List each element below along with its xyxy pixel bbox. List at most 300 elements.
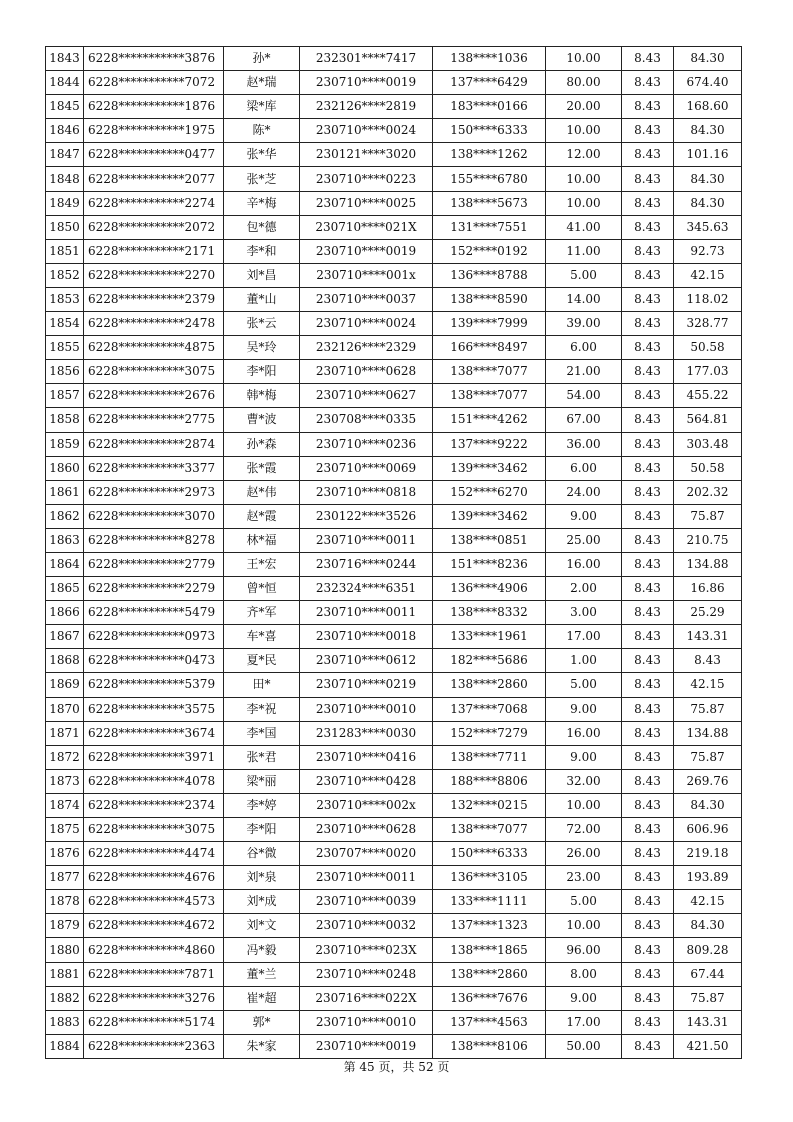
cell-quantity: 1.00 [546, 649, 622, 673]
cell-amount: 118.02 [674, 287, 742, 311]
cell-quantity: 8.00 [546, 962, 622, 986]
cell-amount: 177.03 [674, 360, 742, 384]
cell-unit-price: 8.43 [622, 601, 674, 625]
cell-phone-number: 136****7676 [433, 986, 546, 1010]
table-row [46, 625, 742, 649]
table-row [46, 47, 742, 71]
cell-unit-price: 8.43 [622, 191, 674, 215]
cell-row-index: 1878 [46, 890, 84, 914]
cell-unit-price: 8.43 [622, 95, 674, 119]
cell-amount: 210.75 [674, 528, 742, 552]
cell-unit-price: 8.43 [622, 287, 674, 311]
cell-id-number: 230710****0011 [300, 528, 433, 552]
cell-quantity: 3.00 [546, 601, 622, 625]
cell-quantity: 11.00 [546, 239, 622, 263]
cell-name: 张*芝 [224, 167, 300, 191]
cell-quantity: 41.00 [546, 215, 622, 239]
cell-name: 张*华 [224, 143, 300, 167]
cell-id-number: 230710****0628 [300, 818, 433, 842]
cell-amount: 25.29 [674, 601, 742, 625]
cell-quantity: 10.00 [546, 167, 622, 191]
cell-quantity: 54.00 [546, 384, 622, 408]
cell-row-index: 1876 [46, 842, 84, 866]
cell-phone-number: 137****4563 [433, 1010, 546, 1034]
cell-id-number: 230710****0025 [300, 191, 433, 215]
table-row [46, 769, 742, 793]
cell-account-number: 6228***********7072 [84, 71, 224, 95]
cell-unit-price: 8.43 [622, 697, 674, 721]
cell-id-number: 230710****0248 [300, 962, 433, 986]
cell-amount: 42.15 [674, 263, 742, 287]
cell-id-number: 230710****0818 [300, 480, 433, 504]
cell-id-number: 230710****001x [300, 263, 433, 287]
cell-name: 董*兰 [224, 962, 300, 986]
cell-phone-number: 133****1111 [433, 890, 546, 914]
cell-amount: 67.44 [674, 962, 742, 986]
table-row [46, 360, 742, 384]
cell-phone-number: 136****4906 [433, 577, 546, 601]
table-row [46, 986, 742, 1010]
cell-row-index: 1871 [46, 721, 84, 745]
cell-amount: 168.60 [674, 95, 742, 119]
cell-unit-price: 8.43 [622, 456, 674, 480]
cell-unit-price: 8.43 [622, 890, 674, 914]
cell-name: 李*阳 [224, 360, 300, 384]
table-row [46, 818, 742, 842]
cell-amount: 84.30 [674, 191, 742, 215]
cell-name: 齐*军 [224, 601, 300, 625]
cell-name: 刘*昌 [224, 263, 300, 287]
cell-id-number: 230710****0032 [300, 914, 433, 938]
table-row [46, 119, 742, 143]
cell-phone-number: 131****7551 [433, 215, 546, 239]
cell-amount: 606.96 [674, 818, 742, 842]
cell-account-number: 6228***********3876 [84, 47, 224, 71]
cell-name: 崔*超 [224, 986, 300, 1010]
cell-amount: 84.30 [674, 167, 742, 191]
cell-row-index: 1850 [46, 215, 84, 239]
cell-row-index: 1857 [46, 384, 84, 408]
cell-account-number: 6228***********2270 [84, 263, 224, 287]
cell-account-number: 6228***********4875 [84, 336, 224, 360]
cell-name: 李*婷 [224, 793, 300, 817]
cell-unit-price: 8.43 [622, 215, 674, 239]
cell-id-number: 230710****0069 [300, 456, 433, 480]
cell-phone-number: 152****6270 [433, 480, 546, 504]
cell-unit-price: 8.43 [622, 842, 674, 866]
cell-name: 曾*恒 [224, 577, 300, 601]
cell-amount: 328.77 [674, 312, 742, 336]
cell-quantity: 10.00 [546, 119, 622, 143]
cell-unit-price: 8.43 [622, 769, 674, 793]
table-row [46, 745, 742, 769]
cell-amount: 134.88 [674, 721, 742, 745]
cell-quantity: 26.00 [546, 842, 622, 866]
cell-account-number: 6228***********7871 [84, 962, 224, 986]
cell-account-number: 6228***********3075 [84, 818, 224, 842]
cell-unit-price: 8.43 [622, 47, 674, 71]
cell-id-number: 230710****0024 [300, 119, 433, 143]
cell-account-number: 6228***********2973 [84, 480, 224, 504]
cell-name: 陈* [224, 119, 300, 143]
cell-quantity: 9.00 [546, 745, 622, 769]
cell-id-number: 232324****6351 [300, 577, 433, 601]
cell-account-number: 6228***********3971 [84, 745, 224, 769]
cell-unit-price: 8.43 [622, 239, 674, 263]
cell-phone-number: 138****7711 [433, 745, 546, 769]
cell-quantity: 96.00 [546, 938, 622, 962]
cell-row-index: 1866 [46, 601, 84, 625]
cell-row-index: 1875 [46, 818, 84, 842]
cell-amount: 8.43 [674, 649, 742, 673]
table-row [46, 143, 742, 167]
cell-name: 田* [224, 673, 300, 697]
cell-account-number: 6228***********3575 [84, 697, 224, 721]
cell-amount: 75.87 [674, 745, 742, 769]
table-row [46, 408, 742, 432]
cell-quantity: 10.00 [546, 191, 622, 215]
cell-name: 孙*森 [224, 432, 300, 456]
cell-id-number: 230716****022X [300, 986, 433, 1010]
table-row [46, 263, 742, 287]
cell-quantity: 36.00 [546, 432, 622, 456]
cell-row-index: 1861 [46, 480, 84, 504]
cell-unit-price: 8.43 [622, 986, 674, 1010]
cell-phone-number: 155****6780 [433, 167, 546, 191]
cell-row-index: 1879 [46, 914, 84, 938]
cell-phone-number: 138****5673 [433, 191, 546, 215]
cell-row-index: 1872 [46, 745, 84, 769]
cell-id-number: 230710****0223 [300, 167, 433, 191]
cell-id-number: 230710****023X [300, 938, 433, 962]
table-row [46, 191, 742, 215]
cell-phone-number: 137****9222 [433, 432, 546, 456]
cell-quantity: 5.00 [546, 263, 622, 287]
cell-id-number: 230710****0612 [300, 649, 433, 673]
cell-row-index: 1877 [46, 866, 84, 890]
cell-quantity: 23.00 [546, 866, 622, 890]
table-row [46, 552, 742, 576]
cell-phone-number: 138****7077 [433, 360, 546, 384]
cell-phone-number: 139****7999 [433, 312, 546, 336]
table-row [46, 384, 742, 408]
cell-unit-price: 8.43 [622, 1010, 674, 1034]
cell-quantity: 16.00 [546, 552, 622, 576]
cell-quantity: 10.00 [546, 793, 622, 817]
cell-account-number: 6228***********2874 [84, 432, 224, 456]
cell-amount: 809.28 [674, 938, 742, 962]
cell-row-index: 1868 [46, 649, 84, 673]
cell-account-number: 6228***********8278 [84, 528, 224, 552]
cell-phone-number: 137****7068 [433, 697, 546, 721]
cell-account-number: 6228***********5174 [84, 1010, 224, 1034]
cell-account-number: 6228***********2775 [84, 408, 224, 432]
cell-name: 李*祝 [224, 697, 300, 721]
cell-name: 赵*霞 [224, 504, 300, 528]
cell-phone-number: 138****8332 [433, 601, 546, 625]
cell-row-index: 1869 [46, 673, 84, 697]
cell-id-number: 230710****0416 [300, 745, 433, 769]
cell-id-number: 230710****0019 [300, 239, 433, 263]
cell-name: 韩*梅 [224, 384, 300, 408]
cell-unit-price: 8.43 [622, 432, 674, 456]
cell-row-index: 1864 [46, 552, 84, 576]
table-row [46, 914, 742, 938]
cell-phone-number: 138****8590 [433, 287, 546, 311]
cell-amount: 84.30 [674, 793, 742, 817]
cell-amount: 84.30 [674, 47, 742, 71]
cell-amount: 455.22 [674, 384, 742, 408]
cell-row-index: 1860 [46, 456, 84, 480]
cell-phone-number: 138****2860 [433, 962, 546, 986]
cell-unit-price: 8.43 [622, 480, 674, 504]
cell-row-index: 1865 [46, 577, 84, 601]
cell-phone-number: 139****3462 [433, 456, 546, 480]
cell-phone-number: 138****1262 [433, 143, 546, 167]
cell-unit-price: 8.43 [622, 552, 674, 576]
cell-quantity: 72.00 [546, 818, 622, 842]
cell-name: 张*君 [224, 745, 300, 769]
cell-name: 赵*瑞 [224, 71, 300, 95]
cell-phone-number: 188****8806 [433, 769, 546, 793]
cell-unit-price: 8.43 [622, 577, 674, 601]
cell-row-index: 1883 [46, 1010, 84, 1034]
cell-account-number: 6228***********4672 [84, 914, 224, 938]
cell-name: 辛*梅 [224, 191, 300, 215]
cell-row-index: 1853 [46, 287, 84, 311]
cell-phone-number: 183****0166 [433, 95, 546, 119]
table-row [46, 697, 742, 721]
cell-account-number: 6228***********4078 [84, 769, 224, 793]
cell-phone-number: 138****8106 [433, 1034, 546, 1058]
cell-unit-price: 8.43 [622, 119, 674, 143]
cell-row-index: 1867 [46, 625, 84, 649]
cell-phone-number: 138****1865 [433, 938, 546, 962]
cell-phone-number: 152****7279 [433, 721, 546, 745]
table-row [46, 601, 742, 625]
cell-quantity: 16.00 [546, 721, 622, 745]
cell-phone-number: 137****1323 [433, 914, 546, 938]
cell-quantity: 21.00 [546, 360, 622, 384]
cell-row-index: 1845 [46, 95, 84, 119]
cell-name: 谷*微 [224, 842, 300, 866]
cell-name: 王*宏 [224, 552, 300, 576]
cell-name: 张*云 [224, 312, 300, 336]
cell-quantity: 10.00 [546, 914, 622, 938]
cell-quantity: 12.00 [546, 143, 622, 167]
cell-account-number: 6228***********2379 [84, 287, 224, 311]
cell-amount: 42.15 [674, 673, 742, 697]
cell-id-number: 230710****0011 [300, 601, 433, 625]
cell-quantity: 80.00 [546, 71, 622, 95]
cell-row-index: 1846 [46, 119, 84, 143]
table-row [46, 1010, 742, 1034]
cell-account-number: 6228***********2779 [84, 552, 224, 576]
cell-id-number: 232126****2819 [300, 95, 433, 119]
table-row [46, 336, 742, 360]
cell-quantity: 6.00 [546, 456, 622, 480]
table-row [46, 456, 742, 480]
cell-id-number: 230710****0018 [300, 625, 433, 649]
cell-unit-price: 8.43 [622, 938, 674, 962]
cell-quantity: 20.00 [546, 95, 622, 119]
cell-row-index: 1851 [46, 239, 84, 263]
cell-id-number: 230710****002x [300, 793, 433, 817]
cell-phone-number: 152****0192 [433, 239, 546, 263]
cell-row-index: 1870 [46, 697, 84, 721]
table-row [46, 287, 742, 311]
cell-quantity: 9.00 [546, 986, 622, 1010]
table-body [46, 47, 742, 1059]
cell-account-number: 6228***********4474 [84, 842, 224, 866]
cell-quantity: 50.00 [546, 1034, 622, 1058]
cell-id-number: 231283****0030 [300, 721, 433, 745]
cell-row-index: 1847 [46, 143, 84, 167]
cell-account-number: 6228***********0973 [84, 625, 224, 649]
cell-phone-number: 136****3105 [433, 866, 546, 890]
cell-phone-number: 138****7077 [433, 384, 546, 408]
cell-name: 刘*成 [224, 890, 300, 914]
table-row [46, 432, 742, 456]
cell-amount: 16.86 [674, 577, 742, 601]
table-row [46, 167, 742, 191]
cell-account-number: 6228***********5479 [84, 601, 224, 625]
cell-amount: 75.87 [674, 504, 742, 528]
cell-id-number: 230710****0037 [300, 287, 433, 311]
table-row [46, 890, 742, 914]
table-row [46, 793, 742, 817]
cell-quantity: 9.00 [546, 697, 622, 721]
cell-phone-number: 138****1036 [433, 47, 546, 71]
cell-id-number: 230710****0628 [300, 360, 433, 384]
cell-amount: 219.18 [674, 842, 742, 866]
data-table-container [45, 46, 741, 1059]
data-table [45, 46, 742, 1059]
cell-row-index: 1858 [46, 408, 84, 432]
cell-phone-number: 138****2860 [433, 673, 546, 697]
cell-account-number: 6228***********2077 [84, 167, 224, 191]
cell-amount: 143.31 [674, 1010, 742, 1034]
cell-amount: 75.87 [674, 697, 742, 721]
cell-row-index: 1862 [46, 504, 84, 528]
table-row [46, 215, 742, 239]
cell-name: 刘*泉 [224, 866, 300, 890]
cell-amount: 202.32 [674, 480, 742, 504]
cell-amount: 564.81 [674, 408, 742, 432]
cell-id-number: 232126****2329 [300, 336, 433, 360]
cell-amount: 84.30 [674, 119, 742, 143]
cell-unit-price: 8.43 [622, 384, 674, 408]
cell-name: 刘*文 [224, 914, 300, 938]
cell-row-index: 1884 [46, 1034, 84, 1058]
cell-phone-number: 151****8236 [433, 552, 546, 576]
cell-id-number: 230710****0011 [300, 866, 433, 890]
cell-account-number: 6228***********3377 [84, 456, 224, 480]
cell-phone-number: 133****1961 [433, 625, 546, 649]
cell-unit-price: 8.43 [622, 793, 674, 817]
cell-unit-price: 8.43 [622, 962, 674, 986]
cell-name: 董*山 [224, 287, 300, 311]
cell-quantity: 39.00 [546, 312, 622, 336]
cell-unit-price: 8.43 [622, 866, 674, 890]
cell-account-number: 6228***********5379 [84, 673, 224, 697]
cell-amount: 84.30 [674, 914, 742, 938]
cell-name: 李*国 [224, 721, 300, 745]
cell-account-number: 6228***********0477 [84, 143, 224, 167]
cell-id-number: 230716****0244 [300, 552, 433, 576]
cell-row-index: 1874 [46, 793, 84, 817]
cell-account-number: 6228***********2072 [84, 215, 224, 239]
cell-id-number: 230710****0010 [300, 1010, 433, 1034]
cell-unit-price: 8.43 [622, 528, 674, 552]
cell-phone-number: 150****6333 [433, 119, 546, 143]
table-row [46, 721, 742, 745]
cell-phone-number: 137****6429 [433, 71, 546, 95]
cell-id-number: 230121****3020 [300, 143, 433, 167]
cell-unit-price: 8.43 [622, 360, 674, 384]
cell-phone-number: 150****6333 [433, 842, 546, 866]
cell-id-number: 232301****7417 [300, 47, 433, 71]
cell-phone-number: 166****8497 [433, 336, 546, 360]
cell-row-index: 1880 [46, 938, 84, 962]
cell-name: 吴*玲 [224, 336, 300, 360]
cell-unit-price: 8.43 [622, 673, 674, 697]
cell-unit-price: 8.43 [622, 625, 674, 649]
cell-phone-number: 151****4262 [433, 408, 546, 432]
cell-unit-price: 8.43 [622, 143, 674, 167]
cell-quantity: 9.00 [546, 504, 622, 528]
cell-row-index: 1843 [46, 47, 84, 71]
table-row [46, 938, 742, 962]
cell-amount: 92.73 [674, 239, 742, 263]
cell-quantity: 17.00 [546, 1010, 622, 1034]
cell-id-number: 230710****0627 [300, 384, 433, 408]
cell-quantity: 25.00 [546, 528, 622, 552]
table-row [46, 504, 742, 528]
cell-account-number: 6228***********4676 [84, 866, 224, 890]
cell-unit-price: 8.43 [622, 914, 674, 938]
cell-quantity: 5.00 [546, 890, 622, 914]
table-row [46, 480, 742, 504]
cell-account-number: 6228***********3075 [84, 360, 224, 384]
table-row [46, 842, 742, 866]
cell-quantity: 6.00 [546, 336, 622, 360]
cell-name: 李*阳 [224, 818, 300, 842]
cell-name: 赵*伟 [224, 480, 300, 504]
cell-quantity: 24.00 [546, 480, 622, 504]
cell-unit-price: 8.43 [622, 408, 674, 432]
cell-id-number: 230710****0019 [300, 1034, 433, 1058]
cell-amount: 50.58 [674, 456, 742, 480]
cell-row-index: 1844 [46, 71, 84, 95]
cell-name: 曹*波 [224, 408, 300, 432]
cell-row-index: 1873 [46, 769, 84, 793]
cell-id-number: 230710****0428 [300, 769, 433, 793]
cell-amount: 193.89 [674, 866, 742, 890]
cell-id-number: 230707****0020 [300, 842, 433, 866]
cell-name: 林*福 [224, 528, 300, 552]
cell-name: 孙* [224, 47, 300, 71]
cell-id-number: 230710****0010 [300, 697, 433, 721]
cell-unit-price: 8.43 [622, 312, 674, 336]
cell-unit-price: 8.43 [622, 263, 674, 287]
cell-unit-price: 8.43 [622, 71, 674, 95]
cell-name: 李*和 [224, 239, 300, 263]
cell-amount: 134.88 [674, 552, 742, 576]
cell-quantity: 2.00 [546, 577, 622, 601]
cell-phone-number: 138****0851 [433, 528, 546, 552]
cell-row-index: 1881 [46, 962, 84, 986]
